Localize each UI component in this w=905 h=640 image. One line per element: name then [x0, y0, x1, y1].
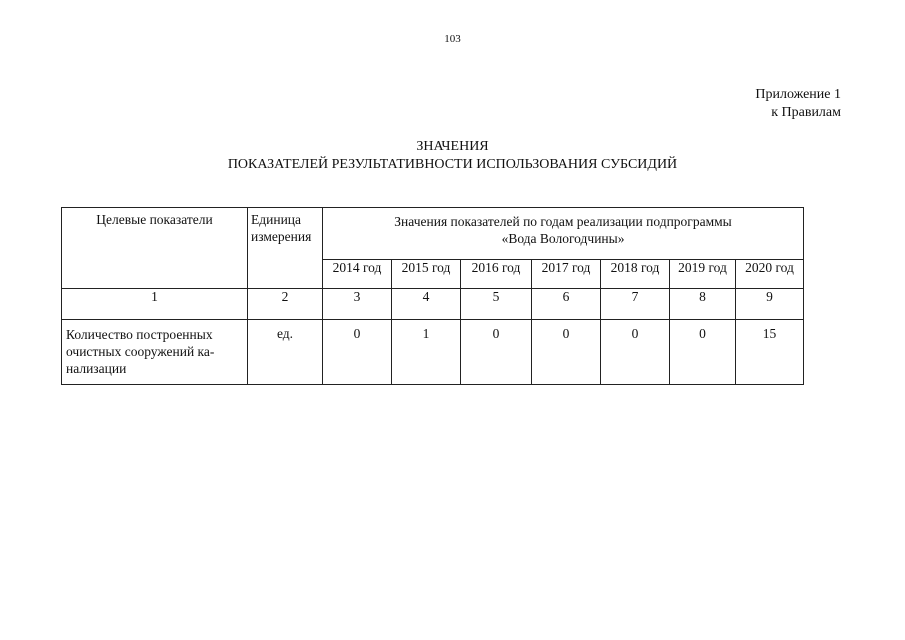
appendix-line-2: к Правилам [771, 105, 841, 120]
header-indicator-label: Целевые показатели [96, 212, 213, 227]
column-number-cell: 5 [461, 289, 532, 320]
year-cell: 2014 год [323, 260, 392, 289]
indicator-name-line-1: Количество построенных [66, 327, 213, 342]
title-line-1: ЗНАЧЕНИЯ [416, 139, 489, 154]
header-unit-line-1: Единица [251, 212, 302, 227]
column-number-cell: 6 [532, 289, 601, 320]
value-cell-2018: 0 [601, 320, 670, 385]
year-cell: 2019 год [670, 260, 736, 289]
value-cell-2015: 1 [392, 320, 461, 385]
header-row [62, 208, 804, 260]
column-number-cell: 4 [392, 289, 461, 320]
header-values-line-1: Значения показателей по годам реализации подпрограммы [394, 214, 732, 229]
unit-cell: ед. [248, 320, 323, 385]
page-number: 103 [444, 33, 461, 45]
value-cell-2016: 0 [461, 320, 532, 385]
header-values-line-2: «Вода Вологодчины» [501, 231, 625, 246]
year-cell: 2018 год [601, 260, 670, 289]
indicator-name-line-2: очистных сооружений ка- [66, 344, 215, 359]
indicator-name-cell [62, 320, 248, 385]
value-cell-2014: 0 [323, 320, 392, 385]
appendix-line-1: Приложение 1 [755, 87, 841, 102]
header-indicator [62, 208, 248, 289]
column-numbers-row [62, 289, 804, 320]
value-cell-2017: 0 [532, 320, 601, 385]
year-cell: 2020 год [736, 260, 804, 289]
document-title [0, 138, 905, 174]
header-unit-line-2: измерения [251, 229, 312, 244]
header-values [323, 208, 804, 260]
column-number-cell: 8 [670, 289, 736, 320]
appendix-reference [755, 86, 841, 122]
value-cell-2020: 15 [736, 320, 804, 385]
column-number-cell: 2 [248, 289, 323, 320]
column-number-cell: 1 [62, 289, 248, 320]
value-cell-2019: 0 [670, 320, 736, 385]
header-unit [248, 208, 323, 289]
column-number-cell: 7 [601, 289, 670, 320]
year-cell: 2015 год [392, 260, 461, 289]
column-number-cell: 3 [323, 289, 392, 320]
indicator-name-line-3: нализации [66, 361, 127, 376]
indicators-table [61, 207, 804, 385]
year-cell: 2016 год [461, 260, 532, 289]
column-number-cell: 9 [736, 289, 804, 320]
year-cell: 2017 год [532, 260, 601, 289]
table-row [62, 320, 804, 385]
title-line-2: ПОКАЗАТЕЛЕЙ РЕЗУЛЬТАТИВНОСТИ ИСПОЛЬЗОВАНИЯ СУБСИДИЙ [227, 157, 678, 172]
